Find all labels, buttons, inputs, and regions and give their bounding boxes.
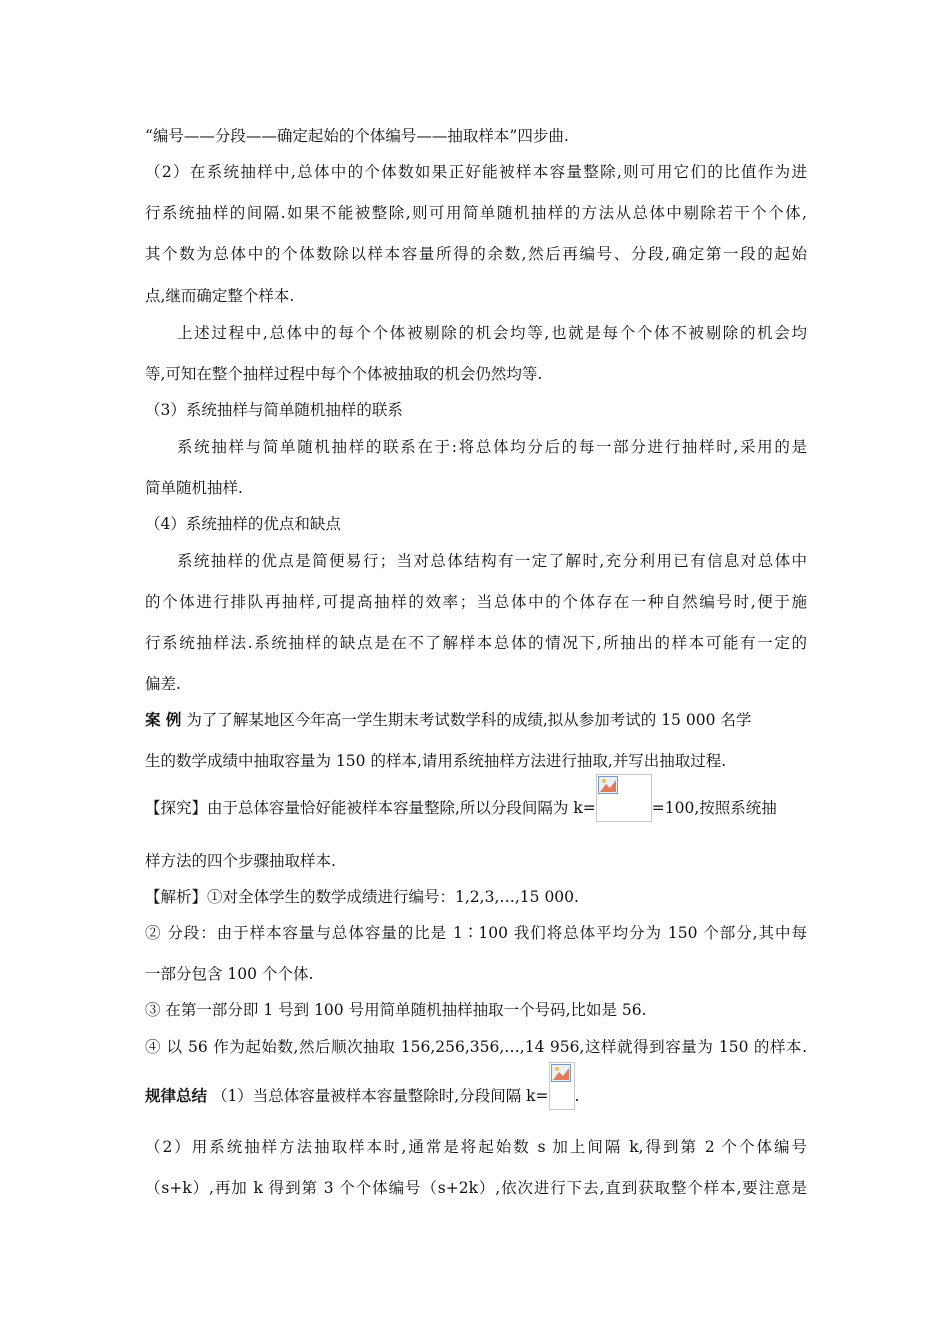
text-line: 等,可知在整个抽样过程中每个个体被抽取的机会仍然均等. (145, 365, 543, 383)
section-heading: （4）系统抽样的优点和缺点 (145, 515, 341, 533)
summary-text-end: . (574, 1087, 580, 1105)
text-line: ④ 以 56 作为起始数,然后顺次抽取 156,256,356,…,14 956,这样就得到容量为 150 的样本. (145, 1038, 807, 1056)
formula-image-placeholder (549, 1062, 575, 1110)
text-line: 上述过程中,总体中的每个个体被剔除的机会均等,也就是每个个体不被剔除的机会均 (177, 324, 807, 342)
text-line: 的个体进行排队再抽样,可提高抽样的效率；当总体中的个体存在一种自然编号时,便于施 (145, 593, 807, 611)
summary-text: （1）当总体容量被样本容量整除时,分段间隔 k= (207, 1087, 549, 1105)
text-line: 其个数为总体中的个体数除以样本容量所得的余数,然后再编号、分段,确定第一段的起始 (145, 245, 807, 263)
text-line: 样方法的四个步骤抽取样本. (145, 852, 336, 870)
explore-text-end: =100,按照系统抽 (651, 799, 777, 817)
text-line: 点,继而确定整个样本. (145, 287, 295, 305)
example-text: 为了了解某地区今年高一学生期末考试数学科的成绩,拟从参加考试的 15 000 名学 (181, 711, 752, 729)
text-line: 系统抽样的优点是简便易行；当对总体结构有一定了解时,充分利用已有信息对总体中 (177, 552, 807, 570)
text-line: “编号——分段——确定起始的个体编号——抽取样本”四步曲. (145, 127, 569, 145)
text-line: ② 分段：由于样本容量与总体容量的比是 1∶100 我们将总体平均分为 150 个部分,其中每 (145, 924, 807, 942)
text-line: （s+k）,再加 k 得到第 3 个个体编号（s+2k）,依次进行下去,直到获取整个样本,要注意是 (145, 1179, 807, 1197)
text-line: （2）在系统抽样中,总体中的个体数如果正好能被样本容量整除,则可用它们的比值作为进 (145, 163, 807, 181)
section-heading: （3）系统抽样与简单随机抽样的联系 (145, 401, 403, 419)
text-line: （2）用系统抽样方法抽取样本时,通常是将起始数 s 加上间隔 k,得到第 2 个个体编号 (145, 1138, 807, 1156)
text-line: 简单随机抽样. (145, 479, 243, 497)
formula-image-placeholder (596, 774, 652, 822)
summary-line (145, 1084, 807, 1110)
text-line: 【解析】①对全体学生的数学成绩进行编号：1,2,3,…,15 000. (145, 888, 579, 906)
explore-line (145, 796, 807, 822)
example-label: 案 例 (145, 711, 182, 729)
text-line: 系统抽样与简单随机抽样的联系在于:将总体均分后的每一部分进行抽样时,采用的是 (177, 438, 807, 456)
summary-label: 规律总结 (145, 1087, 208, 1105)
text-line: 行系统抽样的间隔.如果不能被整除,则可用简单随机抽样的方法从总体中剔除若干个个体, (145, 204, 807, 222)
text-line: ③ 在第一部分即 1 号到 100 号用简单随机抽样抽取一个号码,比如是 56. (145, 1001, 647, 1019)
text-line: 行系统抽样法.系统抽样的缺点是在不了解样本总体的情况下,所抽出的样本可能有一定的 (145, 634, 807, 652)
text-line: 生的数学成绩中抽取容量为 150 的样本,请用系统抽样方法进行抽取,并写出抽取过程. (145, 752, 727, 770)
text-line: 一部分包含 100 个个体. (145, 965, 314, 983)
text-line: 偏差. (145, 675, 181, 693)
explore-text: 【探究】由于总体容量恰好能被样本容量整除,所以分段间隔为 k= (145, 799, 596, 817)
example-line (145, 709, 807, 731)
